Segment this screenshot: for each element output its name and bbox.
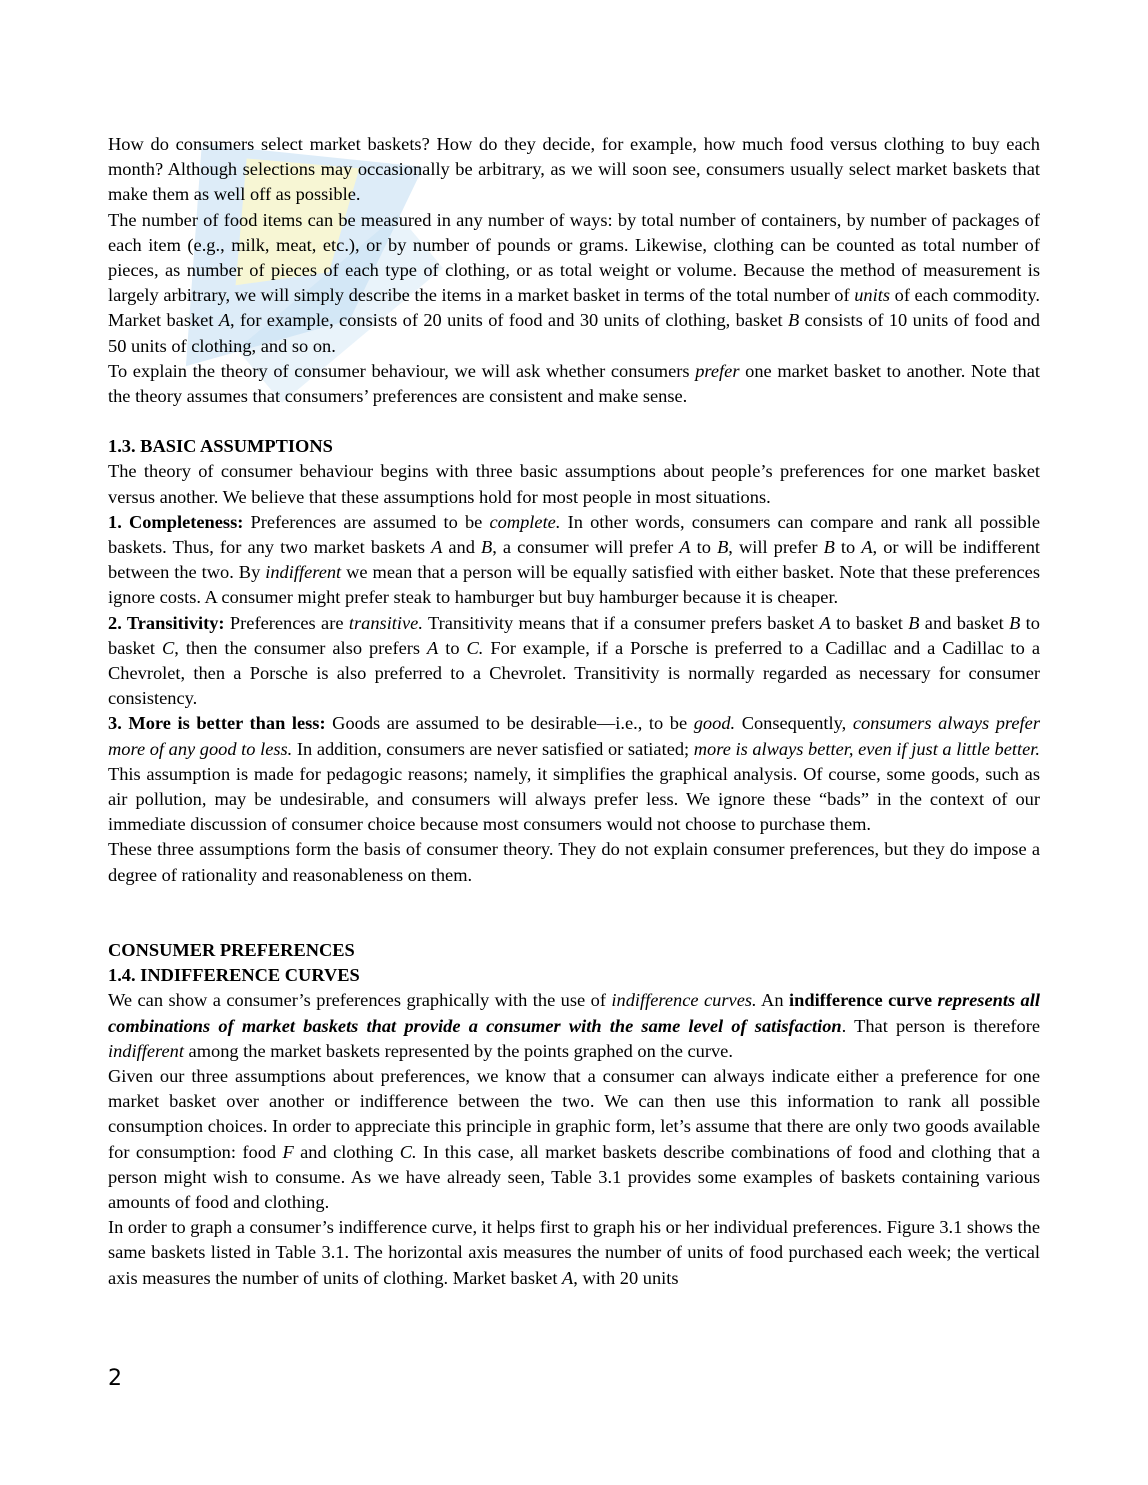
paragraph-theory: To explain the theory of consumer behaviour, we will ask whether consumers prefer one market basket to another. Note that the theory assumes that consumers’ preferences are consistent and make sense.: [108, 360, 1040, 407]
section-heading-consumer-preferences: CONSUMER PREFERENCES: [108, 939, 355, 960]
paragraph-assumptions-intro: The theory of consumer behaviour begins with three basic assumptions about people’s preferences for one market basket versus another. We believe that these assumptions hold for most people in most situations.: [108, 461, 1040, 507]
paragraph-assumptions-closing: These three assumptions form the basis of consumer theory. They do not explain consumer preferences, but they do impose a degree of rationality and reasonableness on them.: [108, 839, 1040, 885]
paragraph-measurement: The number of food items can be measured in any number of ways: by total number of containers, by number of packages of each item (e.g., milk, meat, etc.), or by number of pounds or grams. Likewise, clothing can be counted as total number of pieces, as number of pieces of each type of clothing, or as total weight or volume. Because the method of measurement is largely arbitrary, we will simply describe the items in a market basket in terms of the total number of units of each commodity. Market basket A, for example, consists of 20 units of food and 30 units of clothing, basket B consists of 10 units of food and 50 units of clothing, and so on.: [108, 209, 1040, 356]
document-page: [108, 132, 1040, 1291]
page-number: 2: [108, 1366, 122, 1391]
assumption-more-is-better: 3. More is better than less: Goods are assumed to be desirable—i.e., to be good. Consequently, consumers always prefer more of any good to less. In addition, consumers are never satisfied or satiated; more is always better, even if just a little better. This assumption is made for pedagogic reasons; namely, it simplifies the graphical analysis. Of course, some goods, such as air pollution, may be undesirable, and consumers will always prefer less. We ignore these “bads” in the context of our immediate discussion of consumer choice because most consumers would not choose to purchase them.: [108, 713, 1040, 835]
paragraph-indifference-definition: We can show a consumer’s preferences graphically with the use of indifference curves. An indifference curve represents all combinations of market baskets that provide a consumer with the same level of satisfaction. That person is therefore indifferent among the market baskets represented by the points graphed on the curve.: [108, 990, 1040, 1061]
section-heading-basic-assumptions: 1.3. BASIC ASSUMPTIONS: [108, 436, 333, 457]
paragraph-graphing: In order to graph a consumer’s indifference curve, it helps first to graph his or her individual preferences. Figure 3.1 shows the same baskets listed in Table 3.1. The horizontal axis measures the number of units of food purchased each week; the vertical axis measures the number of units of clothing. Market basket A, with 20 units: [108, 1217, 1040, 1288]
section-heading-indifference-curves: 1.4. INDIFFERENCE CURVES: [108, 965, 360, 986]
assumption-completeness: 1. Completeness: Preferences are assumed to be complete. In other words, consumers can compare and rank all possible baskets. Thus, for any two market baskets A and B, a consumer will prefer A to B, will prefer B to A, or will be indifferent between the two. By indifferent we mean that a person will be equally satisfied with either basket. Note that these preferences ignore costs. A consumer might prefer steak to hamburger but buy hamburger because it is cheaper.: [108, 511, 1040, 608]
paragraph-intro: How do consumers select market baskets? How do they decide, for example, how much food versus clothing to buy each month? Although selections may occasionally be arbitrary, as we will soon see, consumers usually select market baskets that make them as well off as possible.: [108, 134, 1040, 205]
paragraph-ranking-choices: Given our three assumptions about preferences, we know that a consumer can always indicate either a preference for one market basket over another or indifference between the two. We can then use this information to rank all possible consumption choices. In order to appreciate this principle in graphic form, let’s assume that there are only two goods available for consumption: food F and clothing C. In this case, all market baskets describe combinations of food and clothing that a person might wish to consume. As we have already seen, Table 3.1 provides some examples of baskets containing various amounts of food and clothing.: [108, 1065, 1040, 1212]
assumption-transitivity: 2. Transitivity: Preferences are transitive. Transitivity means that if a consumer prefers basket A to basket B and basket B to basket C, then the consumer also prefers A to C. For example, if a Porsche is preferred to a Cadillac and a Cadillac to a Chevrolet, then a Porsche is also preferred to a Chevrolet. Transitivity is normally regarded as necessary for consumer consistency.: [108, 612, 1040, 709]
